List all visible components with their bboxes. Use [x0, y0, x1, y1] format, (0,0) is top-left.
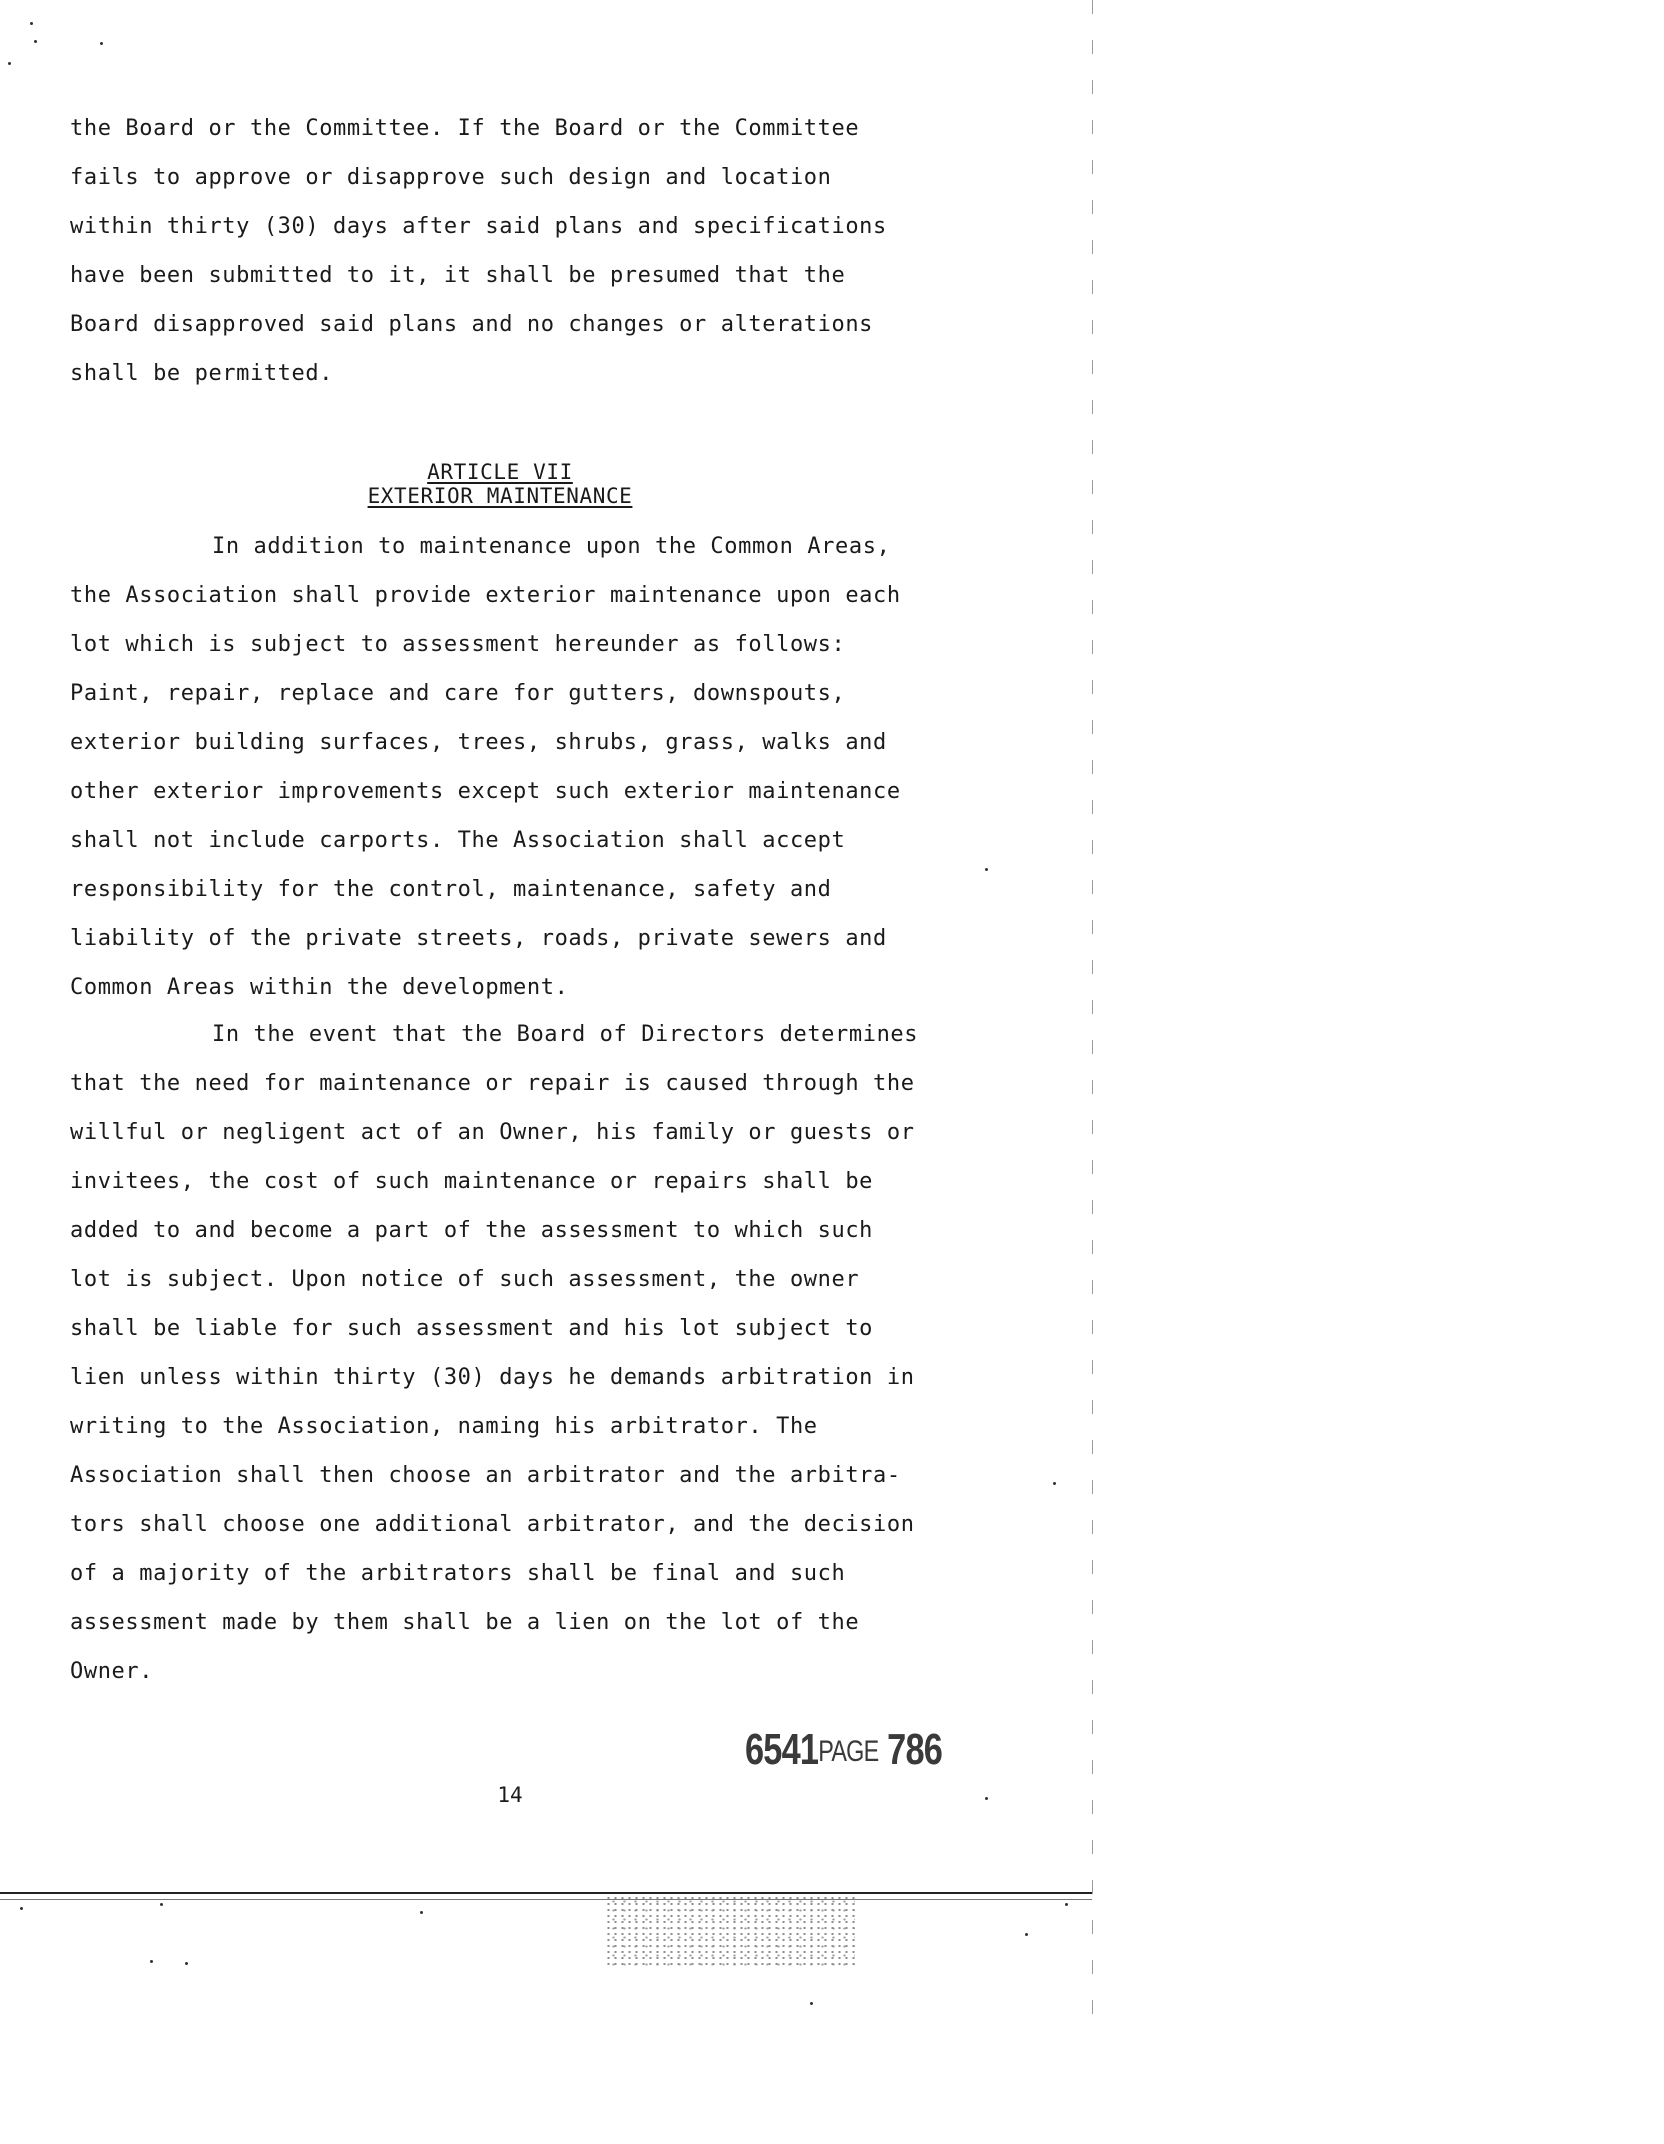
paragraph-line: lien unless within thirty (30) days he demands arbitration in [70, 1365, 915, 1390]
scan-speck [30, 22, 33, 25]
scan-speck [185, 1962, 188, 1965]
book-page-stamp [745, 1725, 942, 1775]
paragraph-line: assessment made by them shall be a lien on the lot of the [70, 1610, 860, 1635]
paragraph-line: tors shall choose one additional arbitrator, and the decision [70, 1512, 915, 1537]
paragraph-line: shall not include carports. The Association shall accept [70, 828, 846, 853]
book-page-label: PAGE [818, 1735, 879, 1768]
paragraph-line: In addition to maintenance upon the Common Areas, [212, 534, 891, 559]
paragraph-line: lot is subject. Upon notice of such assessment, the owner [70, 1267, 860, 1292]
intro-line: fails to approve or disapprove such design and location [70, 165, 832, 190]
paragraph-line: Owner. [70, 1659, 154, 1684]
intro-line: the Board or the Committee. If the Board or the Committee [70, 116, 860, 141]
scan-speck [985, 868, 988, 871]
article-number: ARTICLE VII [427, 460, 573, 484]
page-edge-line [1092, 0, 1093, 2020]
scan-speck [1065, 1903, 1068, 1906]
paragraph-line: Common Areas within the development. [70, 975, 569, 1000]
scan-speck [1053, 1482, 1056, 1485]
paragraph-line: Association shall then choose an arbitrator and the arbitra- [70, 1463, 901, 1488]
paragraph-line: Paint, repair, replace and care for gutters, downspouts, [70, 681, 846, 706]
scan-speck [8, 62, 11, 65]
paragraph-line: of a majority of the arbitrators shall be final and such [70, 1561, 846, 1586]
scan-speck [1025, 1933, 1028, 1936]
paragraph-line: the Association shall provide exterior maintenance upon each [70, 583, 901, 608]
book-page: 786 [887, 1725, 943, 1774]
paragraph-line: added to and become a part of the assessment to which such [70, 1218, 874, 1243]
scan-noise [605, 1895, 855, 1967]
scan-speck [100, 42, 103, 45]
page-number: 14 [497, 1783, 523, 1807]
article-heading [350, 460, 650, 508]
paragraph-line: lot which is subject to assessment hereunder as follows: [70, 632, 846, 657]
paragraph-line: shall be liable for such assessment and his lot subject to [70, 1316, 874, 1341]
article-title: EXTERIOR MAINTENANCE [367, 484, 633, 508]
paragraph-line: that the need for maintenance or repair is caused through the [70, 1071, 915, 1096]
paragraph-exterior-maintenance [70, 522, 970, 1012]
intro-line: Board disapproved said plans and no changes or alterations [70, 312, 874, 337]
scan-speck [160, 1903, 163, 1906]
intro-paragraph [70, 104, 970, 398]
intro-line: shall be permitted. [70, 361, 334, 386]
intro-line: within thirty (30) days after said plans and specifications [70, 214, 887, 239]
scan-speck [420, 1911, 423, 1914]
scan-speck [985, 1797, 988, 1800]
book-number: 6541 [745, 1725, 819, 1774]
bottom-rule-thin [0, 1899, 1092, 1900]
paragraph-line: In the event that the Board of Directors determines [212, 1022, 919, 1047]
paragraph-line: other exterior improvements except such exterior maintenance [70, 779, 901, 804]
scan-speck [150, 1960, 153, 1963]
bottom-rule [0, 1892, 1092, 1894]
scan-speck [34, 40, 37, 43]
paragraph-owner-liability [70, 1010, 970, 1696]
paragraph-line: liability of the private streets, roads, private sewers and [70, 926, 887, 951]
paragraph-line: writing to the Association, naming his arbitrator. The [70, 1414, 818, 1439]
paragraph-line: invitees, the cost of such maintenance or repairs shall be [70, 1169, 874, 1194]
intro-line: have been submitted to it, it shall be presumed that the [70, 263, 846, 288]
scan-speck [20, 1907, 23, 1910]
scan-speck [810, 2002, 813, 2005]
paragraph-line: responsibility for the control, maintenance, safety and [70, 877, 832, 902]
paragraph-line: willful or negligent act of an Owner, his family or guests or [70, 1120, 915, 1145]
paragraph-line: exterior building surfaces, trees, shrubs, grass, walks and [70, 730, 887, 755]
